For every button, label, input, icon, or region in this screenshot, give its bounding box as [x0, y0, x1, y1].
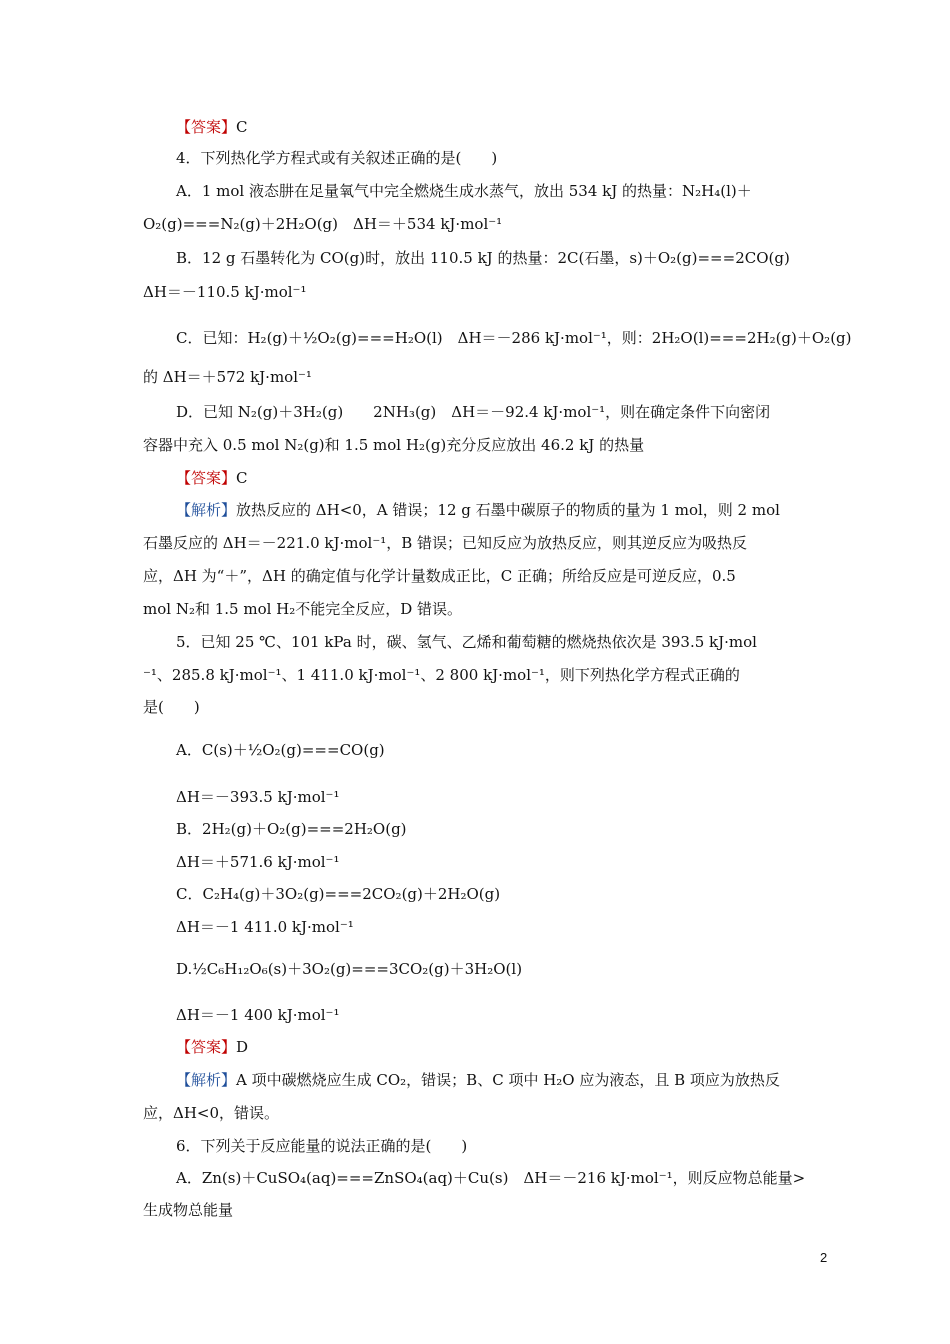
text-line — [176, 818, 407, 840]
text-line — [143, 664, 740, 686]
analysis-tag: 【解析】 — [176, 1071, 237, 1089]
text-line — [176, 1069, 780, 1091]
text-line — [176, 467, 248, 489]
answer-tag: 【答案】 — [176, 1038, 237, 1056]
text-line — [143, 213, 502, 235]
answer-tag: 【答案】 — [176, 118, 237, 136]
text-line — [176, 631, 757, 653]
line-text: 是( ) — [143, 698, 200, 716]
line-text: 容器中充入 0.5 mol N₂(g)和 1.5 mol H₂(g)充分反应放出 46.2 kJ 的热量 — [143, 436, 645, 454]
line-text: D.½C₆H₁₂O₆(s)＋3O₂(g)===3CO₂(g)＋3H₂O(l) — [176, 960, 523, 978]
line-text: 石墨反应的 ΔH＝－221.0 kJ·mol⁻¹，B 错误；已知反应为放热反应，则其逆反应为吸热反 — [143, 534, 748, 552]
line-text: 应，ΔH<0，错误。 — [143, 1104, 280, 1122]
text-line — [176, 786, 339, 808]
text-line — [176, 883, 500, 905]
line-text: A．1 mol 液态肼在足量氧气中完全燃烧生成水蒸气，放出 534 kJ 的热量：N₂H₄(l)＋ — [176, 182, 752, 200]
line-text: O₂(g)===N₂(g)＋2H₂O(g) ΔH＝＋534 kJ·mol⁻¹ — [143, 215, 503, 233]
line-text: ΔH＝－1 411.0 kJ·mol⁻¹ — [176, 918, 354, 936]
line-text: C — [236, 118, 248, 136]
line-text: 的 ΔH＝＋572 kJ·mol⁻¹ — [143, 368, 312, 386]
text-line — [176, 499, 780, 521]
text-line — [176, 1004, 339, 1026]
line-text: 生成物总能量 — [143, 1201, 234, 1219]
text-line — [143, 696, 200, 718]
text-line — [176, 916, 354, 938]
line-text: 4．下列热化学方程式或有关叙述正确的是( ) — [176, 149, 498, 167]
text-line — [143, 1102, 279, 1124]
text-line — [176, 147, 497, 169]
line-text: A 项中碳燃烧应生成 CO₂，错误；B、C 项中 H₂O 应为液态，且 B 项应为放热反 — [236, 1071, 780, 1089]
text-line — [143, 565, 736, 587]
text-line — [176, 401, 770, 423]
page-number: 2 — [820, 1250, 828, 1265]
text-line — [176, 1135, 467, 1157]
line-text: ΔH＝＋571.6 kJ·mol⁻¹ — [176, 853, 340, 871]
line-text: ⁻¹、285.8 kJ·mol⁻¹、1 411.0 kJ·mol⁻¹、2 800 kJ·mol⁻¹，则下列热化学方程式正确的 — [143, 666, 740, 684]
text-line — [176, 116, 248, 138]
line-text: 应，ΔH 为“＋”，ΔH 的确定值与化学计量数成正比，C 正确；所给反应是可逆反应，0.5 — [143, 567, 736, 585]
line-text: A．Zn(s)＋CuSO₄(aq)===ZnSO₄(aq)＋Cu(s) ΔH＝－216 kJ·mol⁻¹，则反应物总能量> — [176, 1169, 806, 1187]
text-line — [176, 247, 790, 269]
text-line — [143, 1199, 233, 1221]
analysis-tag: 【解析】 — [176, 501, 237, 519]
text-line — [176, 180, 752, 202]
text-line — [143, 532, 747, 554]
text-line — [176, 739, 385, 761]
text-line — [143, 366, 312, 388]
line-text: A．C(s)＋½O₂(g)===CO(g) — [176, 741, 385, 759]
line-text: D．已知 N₂(g)＋3H₂(g) 2NH₃(g) ΔH＝－92.4 kJ·mol⁻¹，则在确定条件下向密闭 — [176, 403, 771, 421]
line-text: 放热反应的 ΔH<0，A 错误；12 g 石墨中碳原子的物质的量为 1 mol，则 2 mol — [236, 501, 780, 519]
text-line — [143, 281, 306, 303]
line-text: mol N₂和 1.5 mol H₂不能完全反应，D 错误。 — [143, 600, 463, 618]
line-text: C．C₂H₄(g)＋3O₂(g)===2CO₂(g)＋2H₂O(g) — [176, 885, 501, 903]
text-line — [176, 1036, 248, 1058]
text-line — [176, 327, 852, 349]
line-text: D — [236, 1038, 249, 1056]
text-line — [176, 851, 339, 873]
line-text: C — [236, 469, 248, 487]
line-text: B．12 g 石墨转化为 CO(g)时，放出 110.5 kJ 的热量：2C(石墨，s)＋O₂(g)===2CO(g) — [176, 249, 790, 267]
line-text: ΔH＝－1 400 kJ·mol⁻¹ — [176, 1006, 340, 1024]
answer-tag: 【答案】 — [176, 469, 237, 487]
text-line — [143, 434, 644, 456]
line-text: 5．已知 25 ℃、101 kPa 时，碳、氢气、乙烯和葡萄糖的燃烧热依次是 393.5 kJ·mol — [176, 633, 757, 651]
line-text: C．已知：H₂(g)＋½O₂(g)===H₂O(l) ΔH＝－286 kJ·mol⁻¹，则：2H₂O(l)===2H₂(g)＋O₂(g) — [176, 329, 852, 347]
line-text: ΔH＝－110.5 kJ·mol⁻¹ — [143, 283, 307, 301]
text-line — [176, 1167, 805, 1189]
line-text: B．2H₂(g)＋O₂(g)===2H₂O(g) — [176, 820, 407, 838]
text-line — [176, 958, 522, 980]
line-text: 6．下列关于反应能量的说法正确的是( ) — [176, 1137, 468, 1155]
line-text: ΔH＝－393.5 kJ·mol⁻¹ — [176, 788, 340, 806]
text-line — [143, 598, 462, 620]
